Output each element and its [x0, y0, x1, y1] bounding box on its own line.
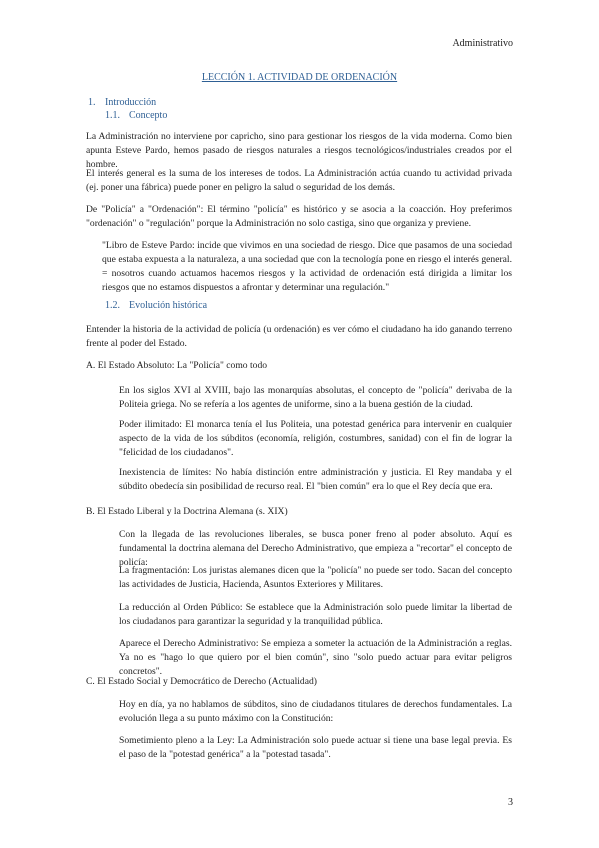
section-title-a: A. El Estado Absoluto: La "Policía" como todo	[86, 360, 268, 371]
section-title-c: C. El Estado Social y Democrático de Derecho (Actualidad)	[86, 676, 317, 687]
paragraph: El interés general es la suma de los intereses de todos. La Administración actúa cuando tu actividad privada (ej. poner una fábrica) puede poner en peligro la salud o seguridad de los demás.	[86, 168, 512, 193]
running-header: Administrativo	[452, 38, 513, 49]
heading-label: Evolución histórica	[129, 300, 208, 311]
heading-label: Introducción	[105, 97, 157, 108]
heading-evolucion	[105, 300, 207, 311]
paragraph: De "Policía" a "Ordenación": El término "policía" es histórico y se asocia a la coacción. Hoy preferimos "ordenación" o "regulación" porque la Administración no solo castiga, sino que organiza y previene.	[86, 204, 512, 229]
section-a-paragraph: En los siglos XVI al XVIII, bajo las monarquías absolutas, el concepto de "policía" derivaba de la Politeia griega. No se refería a los agentes de uniforme, sino a la buena gestión de la ciudad.	[119, 385, 512, 410]
section-c-paragraph: Hoy en día, ya no hablamos de súbditos, sino de ciudadanos titulares de derechos fundamentales. La evolución llega a su punto máximo con la Constitución:	[119, 699, 512, 724]
section-title-b: B. El Estado Liberal y la Doctrina Alemana (s. XIX)	[86, 506, 288, 517]
section-a-paragraph: Poder ilimitado: El monarca tenía el Ius Politeia, una potestad genérica para intervenir en cualquier aspecto de la vida de los súbditos (economía, religión, costumbres, sanidad) con el fin de lograr la "felicidad de los ciudadanos".	[119, 419, 512, 458]
heading-introduccion	[88, 97, 156, 108]
page-number: 3	[508, 797, 513, 808]
section-b-paragraph: La fragmentación: Los juristas alemanes dicen que la "policía" no puede ser todo. Sacan del concepto las actividades de Justicia, Hacienda, Asuntos Exteriores y Militares.	[119, 565, 512, 590]
section-a-paragraph: Inexistencia de límites: No había distinción entre administración y justicia. El Rey mandaba y el súbdito obedecía sin posibilidad de recurso real. El "bien común" era lo que el Rey decía que era.	[119, 467, 512, 492]
paragraph: Entender la historia de la actividad de policía (u ordenación) es ver cómo el ciudadano ha ido ganando terreno frente al poder del Estado.	[86, 324, 512, 349]
heading-number: 1.1.	[105, 110, 120, 121]
section-c-paragraph: Sometimiento pleno a la Ley: La Administración solo puede actuar si tiene una base legal previa. Es el paso de la "potestad genérica" a la "potestad tasada".	[119, 735, 512, 760]
lesson-title: LECCIÓN 1. ACTIVIDAD DE ORDENACIÓN	[201, 72, 398, 83]
quote-paragraph: "Libro de Esteve Pardo: incide que vivimos en una sociedad de riesgo. Dice que pasamos de una sociedad que estaba expuesta a la naturaleza, a una sociedad que con la tecnología pone en riesgo el interés general. = nosotros cuando actuamos hacemos riesgos y la actividad de ordenación está dirigida a limitar los riesgos que no estamos dispuestos a afrontar y determinar una regulación."	[102, 240, 512, 293]
heading-label: Concepto	[129, 110, 168, 121]
paragraph: La Administración no interviene por capricho, sino para gestionar los riesgos de la vida moderna. Como bien apunta Esteve Pardo, hemos pasado de riesgos naturales a riesgos tecnológicos/industriales creados por el hombre.	[86, 131, 512, 170]
heading-number: 1.2.	[105, 300, 120, 311]
section-b-paragraph: Aparece el Derecho Administrativo: Se empieza a someter la actuación de la Administración a reglas. Ya no es "hago lo que quiero por el bien común", sino "solo puedo actuar para evitar peligros concretos".	[119, 638, 512, 677]
section-b-paragraph: La reducción al Orden Público: Se establece que la Administración solo puede limitar la libertad de los ciudadanos para garantizar la seguridad y la tranquilidad pública.	[119, 602, 512, 627]
heading-number: 1.	[88, 97, 96, 108]
section-b-paragraph: Con la llegada de las revoluciones liberales, se busca poner freno al poder absoluto. Aquí es fundamental la doctrina alemana del Derecho Administrativo, que empieza a "recortar" el concepto de policía:	[119, 529, 512, 568]
heading-concepto	[105, 110, 167, 121]
